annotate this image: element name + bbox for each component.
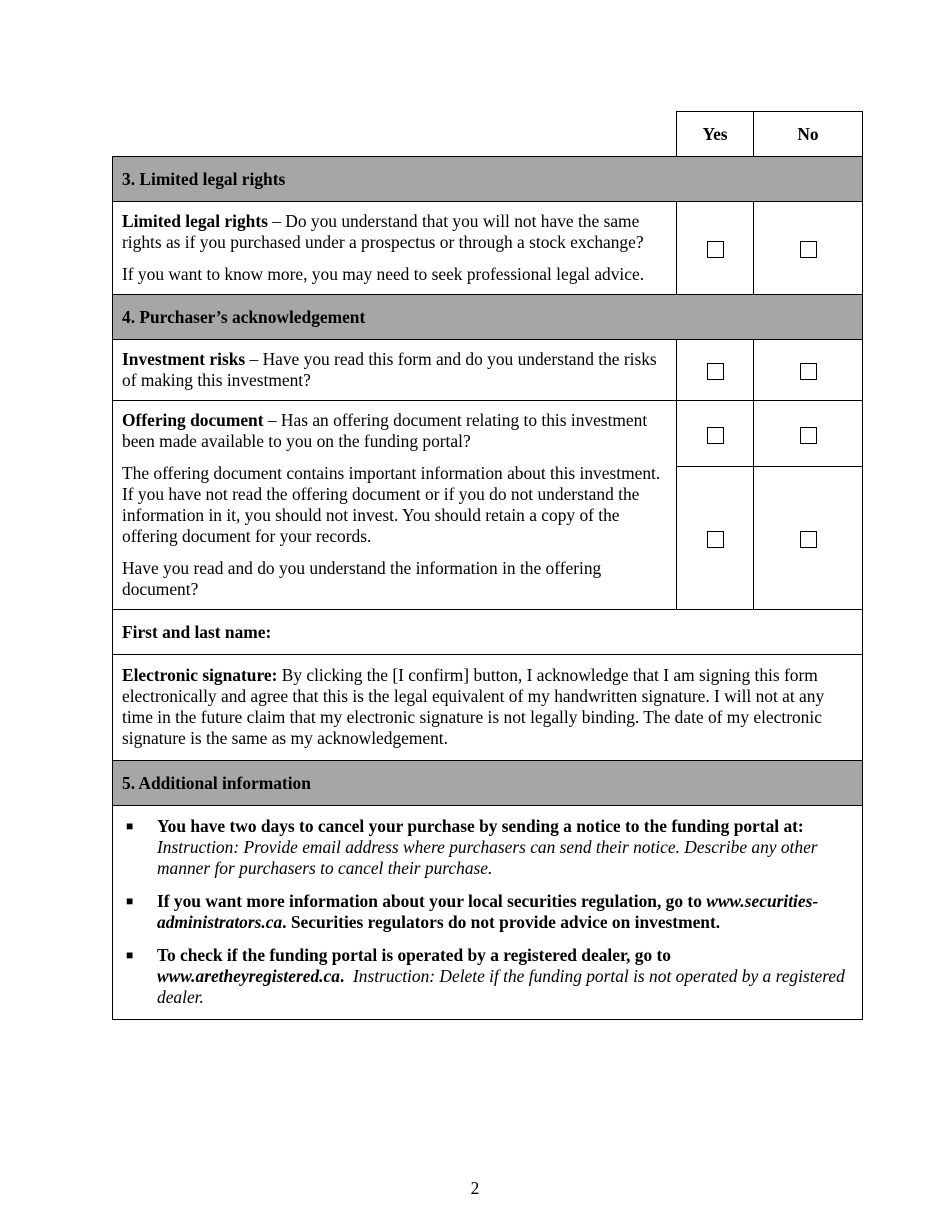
offering-document-read-no-cell <box>754 467 863 610</box>
bullet-icon: ■ <box>126 948 134 962</box>
section-3-header-row <box>113 157 863 202</box>
electronic-signature-body: By clicking the [I confirm] button, I acknowledge that I am signing this form electronically and agree that this is the legal equivalent of my handwritten signature. I will not at any time in the future claim that my electronic signature is not legally binding. The date of my electronic signature is the same as my acknowledgement. <box>122 665 825 748</box>
bullet-icon: ■ <box>126 819 134 833</box>
section-4-title: 4. Purchaser’s acknowledgement <box>113 295 863 340</box>
additional-info-cell <box>113 806 863 1020</box>
offering-document-read-no-checkbox[interactable] <box>800 531 817 548</box>
offering-document-question-body: – Has an offering document relating to this investment been made available to you on the funding portal? <box>122 410 648 451</box>
list-item <box>123 891 852 933</box>
legal-rights-no-checkbox[interactable] <box>800 241 817 258</box>
legal-rights-question <box>113 202 677 295</box>
additional-info-row <box>113 806 863 1020</box>
electronic-signature-lead: Electronic signature: <box>122 665 278 685</box>
investment-risks-question-text <box>122 349 667 391</box>
legal-rights-lead: Limited legal rights <box>122 211 268 231</box>
section-4-header-row <box>113 295 863 340</box>
registered-dealer-text-end: . <box>339 966 345 986</box>
offering-document-no-cell <box>754 401 863 467</box>
registered-dealer-instruction: Instruction: Delete if the funding portal is not operated by a registered dealer. <box>157 966 850 1007</box>
header-blank-cell <box>113 112 677 157</box>
offering-document-no-checkbox[interactable] <box>800 427 817 444</box>
offering-document-lead: Offering document <box>122 410 264 430</box>
legal-rights-yes-checkbox[interactable] <box>707 241 724 258</box>
aretheyregistered-link[interactable]: www.aretheyregistered.ca <box>157 966 340 986</box>
acknowledgement-form-table <box>112 111 863 1020</box>
securities-administrators-link[interactable]: www.securities-administrators.ca <box>157 891 819 932</box>
yes-column-header: Yes <box>677 112 754 157</box>
offering-document-question-text <box>122 410 667 452</box>
legal-rights-note: If you want to know more, you may need to seek professional legal advice. <box>122 264 645 284</box>
offering-document-read-yes-cell <box>677 467 754 610</box>
offering-document-info: The offering document contains important information about this investment. If you have not read the offering document or if you do not understand the information in it, you should not invest. You should retain a copy of the offering document for your records. <box>122 463 661 546</box>
investment-risks-lead: Investment risks <box>122 349 246 369</box>
offering-document-yes-checkbox[interactable] <box>707 427 724 444</box>
bullet-icon: ■ <box>126 894 134 908</box>
legal-rights-question-text <box>122 211 667 253</box>
investment-risks-yes-cell <box>677 340 754 401</box>
legal-rights-yes-cell <box>677 202 754 295</box>
page-number: 2 <box>470 1178 480 1198</box>
investment-risks-question <box>113 340 677 401</box>
first-last-name-label: First and last name: <box>113 610 863 655</box>
section-5-header-row <box>113 761 863 806</box>
securities-info-text-end: . Securities regulators do not provide advice on investment. <box>282 912 721 932</box>
no-column-header: No <box>754 112 863 157</box>
offering-document-followup: Have you read and do you understand the information in the offering document? <box>122 558 602 599</box>
legal-rights-question-body: – Do you understand that you will not have the same rights as if you purchased under a prospectus or through a stock exchange? <box>122 211 644 252</box>
list-item <box>123 816 852 879</box>
investment-risks-row <box>113 340 863 401</box>
registered-dealer-text: To check if the funding portal is operated by a registered dealer, go to <box>157 945 671 965</box>
cancel-purchase-text: You have two days to cancel your purchase by sending a notice to the funding portal at: <box>157 816 804 836</box>
legal-rights-no-cell <box>754 202 863 295</box>
investment-risks-no-cell <box>754 340 863 401</box>
investment-risks-yes-checkbox[interactable] <box>707 363 724 380</box>
signature-row <box>113 655 863 761</box>
offering-document-question <box>113 401 677 610</box>
electronic-signature-text <box>113 655 863 761</box>
section-5-title: 5. Additional information <box>113 761 863 806</box>
list-item <box>123 945 852 1008</box>
name-row <box>113 610 863 655</box>
additional-info-list <box>123 816 852 1008</box>
investment-risks-no-checkbox[interactable] <box>800 363 817 380</box>
section-3-title: 3. Limited legal rights <box>113 157 863 202</box>
securities-info-text: If you want more information about your local securities regulation, go to <box>157 891 707 911</box>
offering-document-yes-cell <box>677 401 754 467</box>
offering-document-read-yes-checkbox[interactable] <box>707 531 724 548</box>
cancel-purchase-instruction: Instruction: Provide email address where purchasers can send their notice. Describe any other manner for purchasers to cancel their purchase. <box>157 837 818 878</box>
investment-risks-question-body: – Have you read this form and do you understand the risks of making this investment? <box>122 349 657 390</box>
column-header-row <box>113 112 863 157</box>
offering-document-row <box>113 401 863 467</box>
legal-rights-row <box>113 202 863 295</box>
